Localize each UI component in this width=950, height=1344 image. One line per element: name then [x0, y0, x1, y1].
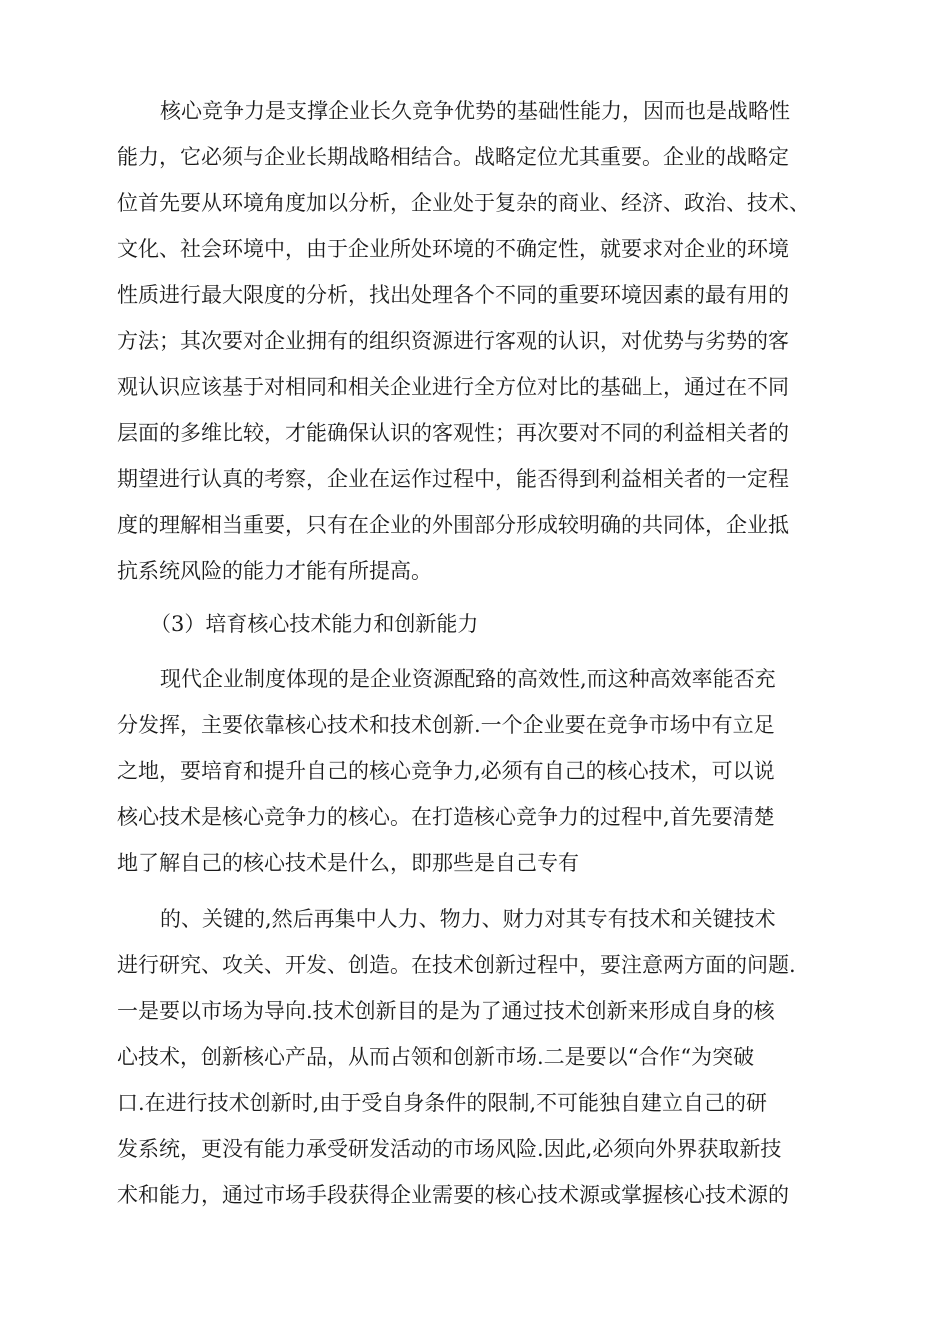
text-line: 的、关键的,然后再集中人力、物力、财力对其专有技术和关键技术 [160, 907, 776, 931]
text-line: 核心技术是核心竞争力的核心。在打造核心竞争力的过程中,首先要清楚 [117, 805, 775, 829]
text-line: 现代企业制度体现的是企业资源配臵的高效性,而这种高效率能否充 [160, 667, 776, 691]
text-line: 期望进行认真的考察，企业在运作过程中，能否得到利益相关者的一定程 [117, 467, 789, 491]
text-line: 发系统，更没有能力承受研发活动的市场风险.因此,必须向外界获取新技 [117, 1137, 782, 1161]
text-line: 能力，它必须与企业长期战略相结合。战略定位尤其重要。企业的战略定 [117, 145, 789, 169]
text-line: 进行研究、攻关、开发、创造。在技术创新过程中，要注意两方面的问题. [117, 953, 796, 977]
text-line: 之地，要培育和提升自己的核心竞争力,必须有自己的核心技术，可以说 [117, 759, 775, 783]
text-line: 性质进行最大限度的分析，找出处理各个不同的重要环境因素的最有用的 [117, 283, 789, 307]
text-line: 层面的多维比较，才能确保认识的客观性；再次要对不同的利益相关者的 [117, 421, 789, 445]
section-heading: （3）培育核心技术能力和创新能力 [150, 612, 479, 636]
text-line: 心技术，创新核心产品，从而占领和创新市场.二是要以“合作“为突破 [117, 1045, 755, 1069]
text-line: 术和能力，通过市场手段获得企业需要的核心技术源或掌握核心技术源的 [117, 1183, 789, 1207]
text-line: 位首先要从环境角度加以分析，企业处于复杂的商业、经济、政治、技术、 [117, 191, 810, 215]
text-line: 分发挥，主要依靠核心技术和技术创新.一个企业要在竞争市场中有立足 [117, 713, 775, 737]
text-line: 抗系统风险的能力才能有所提高。 [117, 559, 432, 583]
text-line: 一是要以市场为导向.技术创新目的是为了通过技术创新来形成自身的核 [117, 999, 775, 1023]
text-line: 文化、社会环境中，由于企业所处环境的不确定性，就要求对企业的环境 [117, 237, 789, 261]
text-line: 度的理解相当重要，只有在企业的外围部分形成较明确的共同体，企业抵 [117, 513, 789, 537]
text-line: 观认识应该基于对相同和相关企业进行全方位对比的基础上，通过在不同 [117, 375, 789, 399]
text-line: 核心竞争力是支撑企业长久竞争优势的基础性能力，因而也是战略性 [160, 99, 790, 123]
text-line: 方法；其次要对企业拥有的组织资源进行客观的认识，对优势与劣势的客 [117, 329, 789, 353]
text-line: 口.在进行技术创新时,由于受自身条件的限制,不可能独自建立自己的研 [117, 1091, 768, 1115]
text-line: 地了解自己的核心技术是什么，即那些是自己专有 [117, 851, 579, 875]
